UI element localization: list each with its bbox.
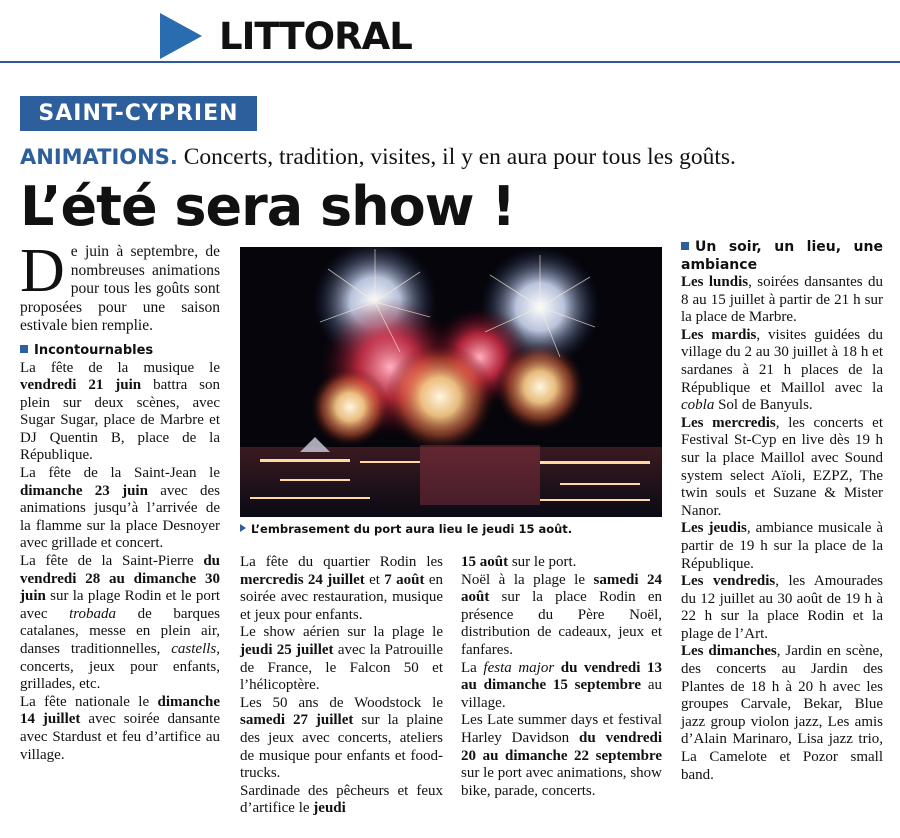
paragraph: Les jeudis, ambiance musicale à partir de 19 h sur la place de la République.: [681, 520, 884, 572]
caption-arrow-icon: [240, 524, 246, 532]
paragraph: 15 août sur le port.: [461, 554, 577, 570]
drop-cap: D: [20, 237, 65, 305]
article-column-3: [461, 554, 662, 800]
paragraph: Les dimanches, Jardin en scène, des concerts au Jardin des Plantes de 18 h à 20 h avec les groupes Carvale, Bekar, Blue jazz group violon jazz, Les amis d’Alain Marinaro, Lisa jazz trio, La Camelote et Pozor small band.: [681, 643, 883, 783]
paragraph: La fête nationale le dimanche 14 juillet avec soirée dansante avec Stardust et feu d’artifice au village.: [20, 693, 220, 763]
section-title: LITTORAL: [219, 15, 412, 58]
paragraph: Les lundis, soirées dansantes du 8 au 15 juillet à partir de 21 h sur la place de Marbre.: [681, 274, 883, 326]
paragraph: La fête du quartier Rodin les mercredis 24 juillet et 7 août en soirée avec restauration, musique et jeux pour enfants.: [240, 554, 443, 623]
square-bullet-icon: [20, 345, 28, 353]
paragraph: Les 50 ans de Woodstock le samedi 27 juillet sur la plaine des jeux avec concerts, ateliers de musique pour enfants et food-trucks.: [240, 694, 443, 782]
subhead-un-soir: Un soir, un lieu, une ambiance: [681, 239, 883, 273]
play-arrow-icon: [160, 13, 202, 59]
paragraph: La fête de la Saint-Pierre du vendredi 28 au dimanche 30 juin sur la plage Rodin et le port avec trobada de barques catalanes, messe en plein air, danses traditionnelles, castells, concerts, jeux pour enfants, grillades, etc.: [20, 553, 220, 693]
paragraph: Les Late summer days et festival Harley Davidson du vendredi 20 au dimanche 22 septembre sur le port avec animations, show bike, parade, concerts.: [461, 712, 662, 799]
kicker-text: Concerts, tradition, visites, il y en aura pour tous les goûts.: [177, 144, 736, 170]
kicker-keyword: ANIMATIONS.: [20, 145, 178, 169]
square-bullet-icon: [681, 242, 689, 250]
article-column-2: [240, 554, 443, 818]
article-column-4: [681, 238, 883, 784]
fireworks-photo: [240, 247, 662, 517]
lead-paragraph: De juin à septembre, de nombreuses animations pour tous les goûts sont proposées pour une saison estivale bien remplie.: [20, 237, 220, 334]
subhead-incontournables: Incontournables: [20, 342, 220, 360]
photo-caption: L’embrasement du port aura lieu le jeudi 15 août.: [240, 521, 670, 537]
paragraph: Noël à la plage le samedi 24 août sur la place Rodin en présence du Père Noël, distribution de cadeaux, jeux et fanfares.: [461, 571, 663, 658]
paragraph: La fête de la musique le vendredi 21 juin battra son plein sur deux scènes, avec Sugar Sugar, place de Marbre et DJ Quentin B, place de la République.: [20, 359, 221, 464]
paragraph: La festa major du vendredi 13 au dimanche 15 septembre au village.: [461, 659, 662, 711]
paragraph: Sardinade des pêcheurs et feux d’artifice le jeudi: [240, 782, 443, 817]
paragraph: La fête de la Saint-Jean le dimanche 23 juin avec des animations jusqu’à l’arrivée de la flamme sur la place Desnoyer avec grillade et concert.: [20, 465, 221, 552]
paragraph: Le show aérien sur la plage le jeudi 25 juillet avec la Patrouille de France, le Falcon 50 et l’hélicoptère.: [240, 624, 444, 694]
kicker: [20, 140, 736, 174]
article-column-1: [20, 237, 221, 764]
paragraph: Les vendredis, les Amourades du 12 juillet au 30 août de 19 h à 22 h sur la place Rodin et la plage de l’Art.: [681, 573, 884, 642]
fireworks-image: [240, 247, 662, 517]
headline: L’été sera show !: [20, 175, 515, 238]
paragraph: Les mercredis, les concerts et Festival St-Cyp en live dès 19 h sur la place Maillol avec Sound system select Aïoli, EZPZ, The twin souls et Suzane & Mister Nanor.: [681, 414, 883, 519]
location-tag: SAINT-CYPRIEN: [20, 96, 257, 131]
paragraph: Les mardis, visites guidées du village du 2 au 30 juillet à 18 h et sardanes à 21 h places de la République et Maillol avec la cobla Sol de Banyuls.: [681, 326, 884, 414]
header-rule: [0, 61, 900, 63]
